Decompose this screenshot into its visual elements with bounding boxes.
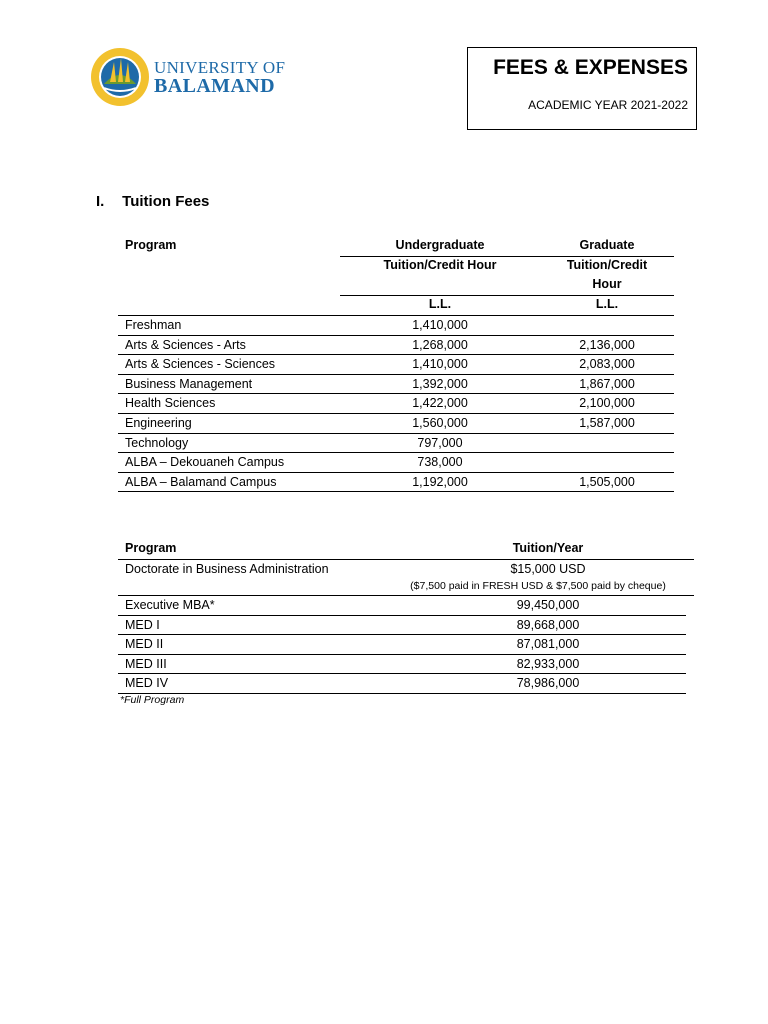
section-title: Tuition Fees xyxy=(122,193,210,210)
tuition-amount: 89,668,000 xyxy=(516,617,580,632)
table-row xyxy=(118,596,686,616)
col-unit-graduate: L.L. xyxy=(595,297,619,311)
title-box xyxy=(467,47,697,130)
col-header-undergraduate-sub: Tuition/Credit Hour xyxy=(383,258,497,272)
undergraduate-fee: 1,422,000 xyxy=(412,396,468,411)
program-name: ALBA – Dekouaneh Campus xyxy=(125,455,285,470)
undergraduate-fee: 738,000 xyxy=(417,455,463,470)
col-header-graduate: Graduate xyxy=(579,238,635,252)
graduate-fee: 2,100,000 xyxy=(579,396,635,411)
section-heading xyxy=(96,193,209,210)
col-header-graduate-sub: Tuition/Credit xyxy=(566,258,648,272)
col-header-program: Program xyxy=(125,238,177,252)
graduate-fee: 1,867,000 xyxy=(579,376,635,391)
undergraduate-fee: 1,192,000 xyxy=(412,474,468,489)
table-row xyxy=(118,336,674,356)
program-name: Freshman xyxy=(125,318,182,332)
tuition-amount: 82,933,000 xyxy=(516,656,580,671)
program-name: Health Sciences xyxy=(125,396,216,411)
undergraduate-fee: 1,410,000 xyxy=(412,318,468,332)
undergraduate-fee: 1,560,000 xyxy=(412,416,468,430)
table-row xyxy=(118,616,686,636)
program-name: MED III xyxy=(125,656,167,671)
table-row xyxy=(118,394,674,414)
program-name: Technology xyxy=(125,435,189,450)
header-divider-2 xyxy=(340,295,674,296)
program-name: Executive MBA* xyxy=(125,598,215,612)
program-name: Doctorate in Business Administration xyxy=(125,562,329,576)
undergraduate-fee: 1,392,000 xyxy=(412,376,468,391)
tuition-amount: 78,986,000 xyxy=(516,676,580,691)
university-seal-icon xyxy=(90,44,152,110)
table-row xyxy=(118,434,674,454)
col-unit-undergraduate: L.L. xyxy=(428,297,452,311)
undergraduate-fee: 1,268,000 xyxy=(412,337,468,352)
section-number: I. xyxy=(96,193,105,210)
graduate-fee: 1,505,000 xyxy=(579,474,635,489)
program-name: Arts & Sciences - Arts xyxy=(125,337,246,352)
program-name: MED II xyxy=(125,637,164,652)
university-logo xyxy=(90,44,290,114)
col-header-graduate-sub2: Hour xyxy=(592,277,622,291)
program-name: ALBA – Balamand Campus xyxy=(125,474,277,489)
table-row xyxy=(118,473,674,493)
program-name: Business Management xyxy=(125,376,253,391)
graduate-fee: 1,587,000 xyxy=(579,416,635,430)
graduate-fee: 2,083,000 xyxy=(579,357,635,372)
undergraduate-fee: 1,410,000 xyxy=(412,357,468,372)
academic-year: ACADEMIC YEAR 2021-2022 xyxy=(528,98,688,112)
table-row-dba xyxy=(118,560,694,596)
undergraduate-fee: 797,000 xyxy=(417,435,463,450)
program-name: Engineering xyxy=(125,416,192,430)
col-header-program: Program xyxy=(125,541,177,555)
table-row xyxy=(118,316,674,336)
document-title: FEES & EXPENSES xyxy=(493,56,688,79)
table-row xyxy=(118,414,674,434)
table-row xyxy=(118,453,674,473)
table-row xyxy=(118,635,686,655)
header-divider-1 xyxy=(340,256,674,257)
col-header-tuition-year: Tuition/Year xyxy=(512,541,584,555)
tuition-amount: 87,081,000 xyxy=(516,637,580,652)
table-row xyxy=(118,655,686,675)
col-header-undergraduate: Undergraduate xyxy=(395,238,485,252)
tuition-amount: 99,450,000 xyxy=(516,598,580,612)
graduate-fee: 2,136,000 xyxy=(579,337,635,352)
logo-text-line1: UNIVERSITY OF xyxy=(154,58,286,77)
dba-amount: $15,000 USD xyxy=(510,562,586,576)
table-row xyxy=(118,375,674,395)
table-row xyxy=(118,355,674,375)
tuition-credit-hour-table xyxy=(118,238,674,494)
table-row xyxy=(118,674,686,694)
logo-text-line2: BALAMAND xyxy=(154,75,275,97)
program-name: Arts & Sciences - Sciences xyxy=(125,357,276,372)
dba-payment-detail: ($7,500 paid in FRESH USD & $7,500 paid by cheque) xyxy=(410,580,666,592)
tuition-per-year-table xyxy=(118,540,694,710)
program-name: MED IV xyxy=(125,676,169,691)
program-name: MED I xyxy=(125,617,160,632)
footnote: *Full Program xyxy=(120,694,185,706)
